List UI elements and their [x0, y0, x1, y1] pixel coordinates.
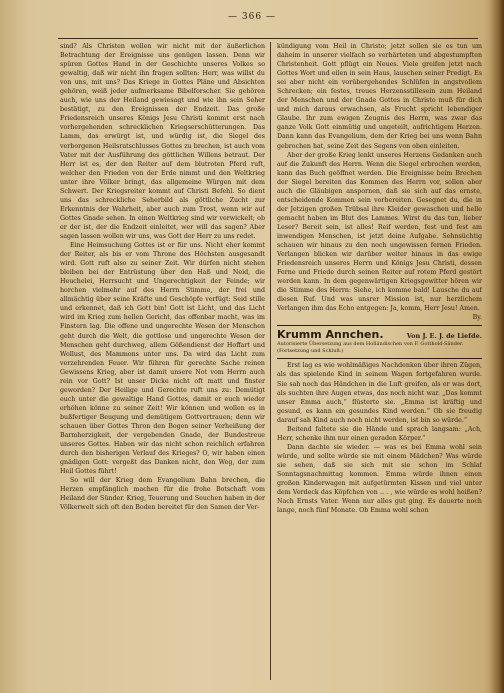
article-note-rule — [277, 358, 482, 359]
page-number: — 366 — — [228, 12, 276, 22]
left-column — [60, 42, 265, 682]
article-translation-note: Autorisierte Übersetzung aus dem Holländischen von F. Gotthold-Sänder. (Fortsetzung und Schluß.) — [277, 341, 464, 355]
left-paragraph-1: sind? Als Christen wollen wir nicht mit der äußerlichen Betrachtung der Ereignisse uns genügen lassen. Denn wir spüren Gottes Hand in der Geschichte unseres Volkes so gewaltig, daß wir nicht ihn fragen sollten: Herr, was willst du von uns, mit uns? Das Kriege in Gottes Pläne und Absichten gehören, weiß jeder aufmerksame Bibelforscher. Sie gehören auch, wie uns der Heiland gewiesagt und wie ihn sein Seher bestätigt, zu den Ereignissen der Endzeit. Das große Friedensreich unseres Königs Jesu Christi kommt erst nach vorhergehenden schrecklichen Kriegserschütterungen. Das Lamm, das erwürgt ist, und würdig ist, die Siegel des verborgenen Heilsratschlusses Gottes zu brechen, ist auch vom Vater mit der Ausführung des göttlichen Willens betraut. Der Herr ist es, der den Reiter auf dem blutroten Pferd ruft, welcher den Frieden von der Erde nimmt und den Weltkrieg unter ihre Völker bringt, das allgemeine Würgen mit dem Schwert. Der Kriegsreiter kommt auf Christi Befehl. So dient uns das schreckliche Seherbild als göttliche Zucht zur Erkenntnis der Wahrheit, aber auch zum Trost, wenn wir auf Gottes Gnade sehen. In einen Weltkrieg sind wir verwickelt; ob er der ist, der die Endzeit einleitet, wer will das sagen? Aber sagen lassen wollen wir uns, was Gott der Herr zu uns redet. — [60, 43, 265, 240]
article-author: Von J. E. J. de Liefde. — [406, 332, 482, 341]
left-paragraph-2: Eine Heimsuchung Gottes ist er für uns. Nicht eher kommt der Reiter, als bis er vom Throne des Höchsten ausgesandt wird. Gott ruft also zu seiner Zeit. Wir dürfen nicht stehen bleiben bei der Entrüstung über den Haß und Neid, die Heuchelei, Herrsucht und Ungerechtigkeit der Feinde; wir horchen vielmehr auf des Herrn Stimme, der frei und allmächtig über seine Kräfte und Geschöpfe verfügt: Seid stille und erkennet, daß ich Gott bin! Gott ist Licht, und das Licht wird im Krieg zum hellen Gericht, das offenbar macht, was im Finstern lag. Die offene und ungerechte Wesen der Menschen geht durch die Welt, die gottlose und ungerechte Wesen der Menschen geht durchweg, allem Gößendienst der Hoffart und Wollust, des Mammons unter uns. Da wird das Licht zum verzehrenden Feuer. Wir führen für gerechte Sache reinen Gewissens Krieg, aber ist damit unsere Not vom Herrn auch rein vor Gott? Ist unser Dicke nicht oft matt und finster geworden? Der Heilige und Gerechte ruft uns zu: Demütigt euch unter die gewaltige Hand Gottes, damit er euch wieder erhöhen könne zu seiner Zeit! Wir können und wollen es in bußfertiger Beugung und demütigem Gottvertrauen; denn wir schauen über Gottes Thron den Bogen seiner Verheißung der Barmherzigkeit, der vergebenden Gnade, der Bundestreue unseres Gottes. Haben wir das nicht schon reichlich erfahren durch den bisherigen Verlauf des Krieges? O, wir haben einen gnädigen Gott: vergeßt das Danken nicht, den Weg, der zum Heil Gottes führt! — [60, 242, 265, 476]
right-paragraph-1: kündigung vom Heil in Christo; jetzt sollen sie es tun um daheim in unserer vielfach so verhärteten und abgestumpften Christenheit. Gott pflügt ein Neues. Viele greifen jetzt nach Gottes Wort und eilen in sein Haus, lauschen seiner Predigt. Es sei aber nicht ein vorübergehendes Schlüfen in angstvollem Schrecken; ein festes, treues Herzensstillesein zum Heiland der Menschen und der Gnade Gottes in Christo muß für dich und mich daraus erwachsen, als Frucht spricht lebendiger Glaube. Ihr zum ewigen Zeugnis des Herrn, was zwar das ganze Volk Gott einmütig und ungeteilt, aufrichtigem Herzen. Dann kann das Evangelium, dem der Krieg bei uns wenn Bahn gebrochen hat, seine Zeit des Segens von oben einleiten. — [277, 43, 482, 150]
column-divider — [270, 42, 271, 680]
article-paragraph-2: Beitend faltete sie die Hände und sprach langsam: „Ach, Herr, schenke ihm nur einen geraden Körper.“ — [277, 425, 482, 442]
article-separator-rule — [277, 325, 482, 326]
left-paragraph-3: So will der Krieg dem Evangelium Bahn brechen, die Herzen empfänglich machen für die frohe Botschaft vom Heiland der Sünder. Krieg, Teuerung und Seuchen haben in der Völkerwelt sich oft den Boden bereitet für den Samen der Ver- — [60, 477, 265, 512]
page-spine-shadow — [490, 0, 504, 693]
right-paragraph-2: Aber der große Krieg lenkt unseres Herzens Gedanken auch auf die Zukunft des Herrn. Wenn die Siegel erbrochen werden, kann das Buch geöffnet werden. Die Ereignisse beim Brechen der Siegel bereiten das Kommen des Herrn vor, sollen aber auch die Gläubigen anspornen, daß sie sich auf das ernste, entscheidende Kommen sein vorbereiten. Gesegnet du, die in der Jetzigen großen Trübsal ihre Kleider gewaschen und helle gemacht haben im Blut des Lammes. Wirst du das tun, lieber Leser? Bereit sein, ist alles! Reif werden, fest und fest am inwendigen Menschen, ist jetzt deine Aufgabe. Sehnsüchtig schauen wir hinaus zu den noch ungewissen fernen Frieden. Verlangen blicken wir darüber weiter hinaus in das ewige Friedensreich unseres Herrn und Königs Jesu Christi, dessen Ferne und Friede durch seinen Reiter auf rotem Pferd gestört werden kann. In dem gegenwärtigen Kriegsgewitter hören wir die Stimme des Herrn: Siehe, ich komme bald! Lausche du auf diesen Ruf. Und was unsrer Mission ist, nur herzlichem Verlangen ihm das Echo entgegen: Ja, komm, Herr Jesu! Amen. — [277, 151, 482, 313]
header-rule — [58, 38, 478, 39]
signature: By. — [472, 314, 482, 322]
article-header — [277, 328, 482, 341]
right-column — [277, 42, 482, 682]
article-title: Krumm Annchen. — [277, 328, 384, 342]
article-paragraph-3: Dann dachte sie wieder. — was es bei Emma wohl sein würde, und sollte würde sie mit einem Mädchen? Was würde sie sehen, daß sie sich mit sie schon im Schlaf Sonntagsnachmittag kommen. Emma würde ihnen einen großen Kinderwagen mit aufgetürmten Kissen und viel unter dem Verdeck das Köpfchen von .. . , wie würde es wohl heißen? Nach Ernsts Vater. Wenn nur alles gut ging. Es dauerte noch lange, noch fünf Monate. Ob Emma wohl schon — [277, 443, 482, 515]
article-paragraph-1: Erst lag es wie wohlmäßiges Nachdenken über ihren Zügen, als das spielende Kind in seinem Wagen fortgefahren wurde. Sie sah noch das Händchen in die Luft greifen, als er was dort, als suchten ihre Augen etwas, das noch nicht war. „Das kommt unser Emma auch,“ flüsterte sie. „Emma ist kräftig und gesund, es kann ein gesundes Kind werden.“ Ob sie freudig darauf sah Kind auch noch nicht werden, ist bin so würde.“ — [277, 362, 482, 424]
